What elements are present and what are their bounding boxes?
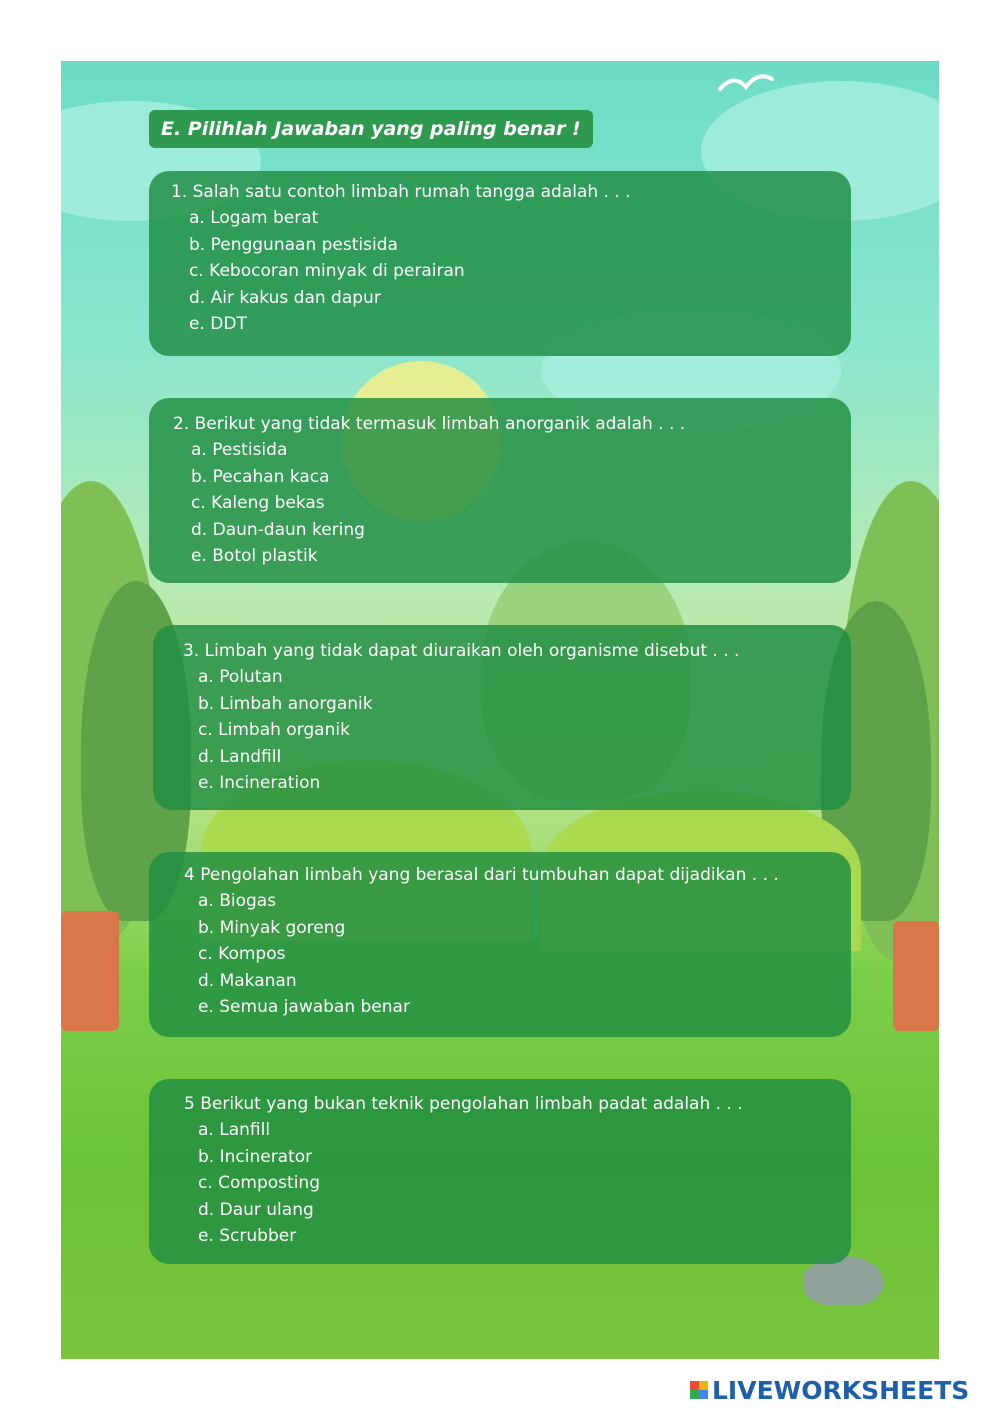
option-item[interactable]: b. Minyak goreng: [198, 917, 346, 938]
tree-trunk-decoration: [61, 911, 119, 1031]
question-card: [149, 1079, 851, 1264]
option-item[interactable]: e. Incineration: [198, 773, 321, 794]
option-item[interactable]: a. Logam berat: [189, 208, 319, 228]
question-text: 5 Berikut yang bukan teknik pengolahan limbah padat adalah . . .: [184, 1094, 743, 1114]
question-text: 4 Pengolahan limbah yang berasal dari tumbuhan dapat dijadikan . . .: [184, 865, 779, 885]
option-item[interactable]: c. Kebocoran minyak di perairan: [189, 261, 465, 282]
option-item[interactable]: e. Scrubber: [198, 1226, 297, 1247]
option-item[interactable]: c. Composting: [198, 1173, 320, 1194]
option-item[interactable]: b. Penggunaan pestisida: [189, 234, 398, 255]
option-item[interactable]: b. Limbah anorganik: [198, 693, 373, 714]
option-item[interactable]: a. Lanfill: [198, 1120, 271, 1140]
question-card: [149, 171, 851, 356]
option-item[interactable]: c. Limbah organik: [198, 720, 350, 741]
option-item[interactable]: d. Makanan: [198, 970, 297, 991]
logo-text: LIVEWORKSHEETS: [712, 1375, 970, 1405]
option-list: [198, 664, 373, 797]
option-list: [189, 205, 465, 338]
question-text: 3. Limbah yang tidak dapat diuraikan oleh organisme disebut . . .: [183, 641, 740, 661]
question-card: [149, 852, 851, 1037]
option-item[interactable]: d. Air kakus dan dapur: [189, 287, 381, 308]
option-item[interactable]: a. Polutan: [198, 667, 283, 687]
question-text: 1. Salah satu contoh limbah rumah tangga adalah . . .: [171, 182, 631, 202]
liveworksheets-logo-icon: [690, 1381, 708, 1399]
option-item[interactable]: d. Daur ulang: [198, 1199, 314, 1220]
option-item[interactable]: d. Landfill: [198, 746, 282, 767]
question-card: [149, 398, 851, 583]
option-list: [191, 437, 365, 570]
option-item[interactable]: a. Biogas: [198, 891, 277, 911]
option-item[interactable]: b. Incinerator: [198, 1146, 313, 1167]
option-item[interactable]: e. Botol plastik: [191, 546, 318, 567]
option-item[interactable]: c. Kompos: [198, 944, 286, 965]
option-list: [198, 1117, 320, 1250]
question-card: [153, 625, 851, 810]
option-item[interactable]: d. Daun-daun kering: [191, 519, 365, 540]
option-item[interactable]: e. Semua jawaban benar: [198, 997, 410, 1018]
liveworksheets-logo[interactable]: [690, 1374, 969, 1406]
option-list: [198, 888, 410, 1021]
tree-trunk-decoration: [893, 921, 939, 1031]
option-item[interactable]: b. Pecahan kaca: [191, 466, 330, 487]
bird-icon: [716, 67, 776, 97]
question-text: 2. Berikut yang tidak termasuk limbah anorganik adalah . . .: [173, 414, 686, 434]
option-item[interactable]: e. DDT: [189, 314, 247, 335]
section-heading: E. Pilihlah Jawaban yang paling benar !: [149, 110, 593, 148]
option-item[interactable]: a. Pestisida: [191, 440, 288, 460]
option-item[interactable]: c. Kaleng bekas: [191, 493, 325, 514]
